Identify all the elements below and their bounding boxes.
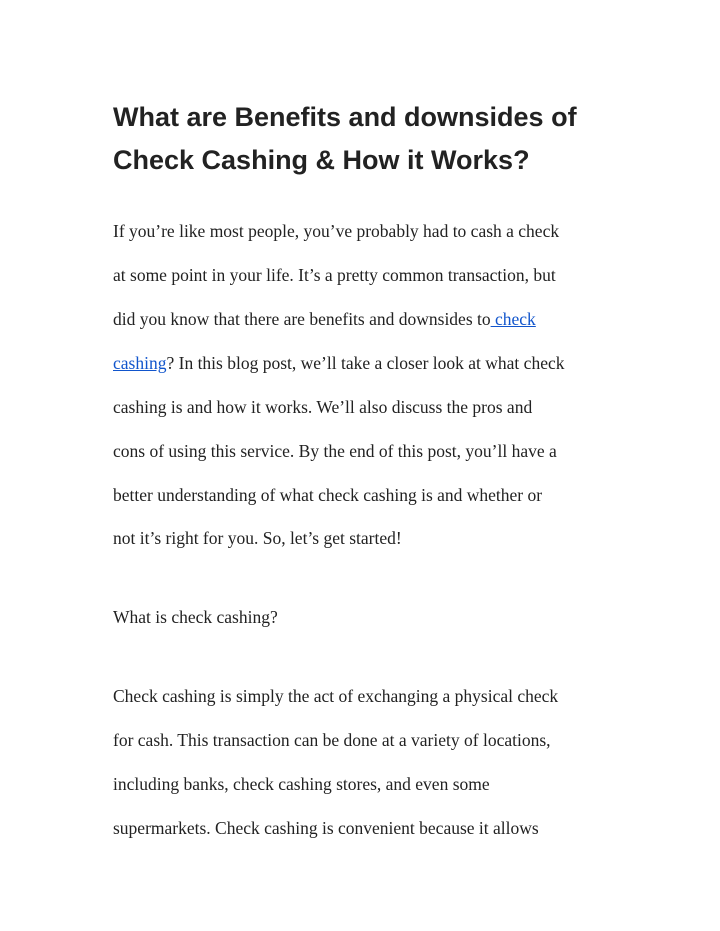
page-title: What are Benefits and downsides of Check Cashing & How it Works? [113,102,577,175]
check-cashing-link-part-2[interactable]: cashing [113,353,167,373]
section-heading: What is check cashing? [113,607,278,627]
intro-line-8: not it’s right for you. So, let’s get started! [113,528,402,548]
section-line-4: supermarkets. Check cashing is convenient because it allows [113,818,539,838]
intro-line-3-text: did you know that there are benefits and downsides to [113,309,491,329]
section-line-3: including banks, check cashing stores, and even some [113,774,490,794]
intro-line-5: cashing is and how it works. We’ll also discuss the pros and [113,397,533,417]
intro-line-4-text: ? In this blog post, we’ll take a closer look at what check [166,353,565,373]
intro-line-6: cons of using this service. By the end of this post, you’ll have a [113,441,557,461]
intro-line-7: better understanding of what check cashing is and whether or [113,485,543,505]
intro-line-2: at some point in your life. It’s a pretty common transaction, but [113,265,556,285]
intro-line-4 [113,352,564,374]
section-line-2: for cash. This transaction can be done at a variety of locations, [113,730,551,750]
intro-line-3 [113,308,536,330]
check-cashing-link-part-1[interactable]: check [490,309,536,329]
section-line-1: Check cashing is simply the act of exchanging a physical check [113,686,559,706]
intro-line-1: If you’re like most people, you’ve probably had to cash a check [113,221,560,241]
